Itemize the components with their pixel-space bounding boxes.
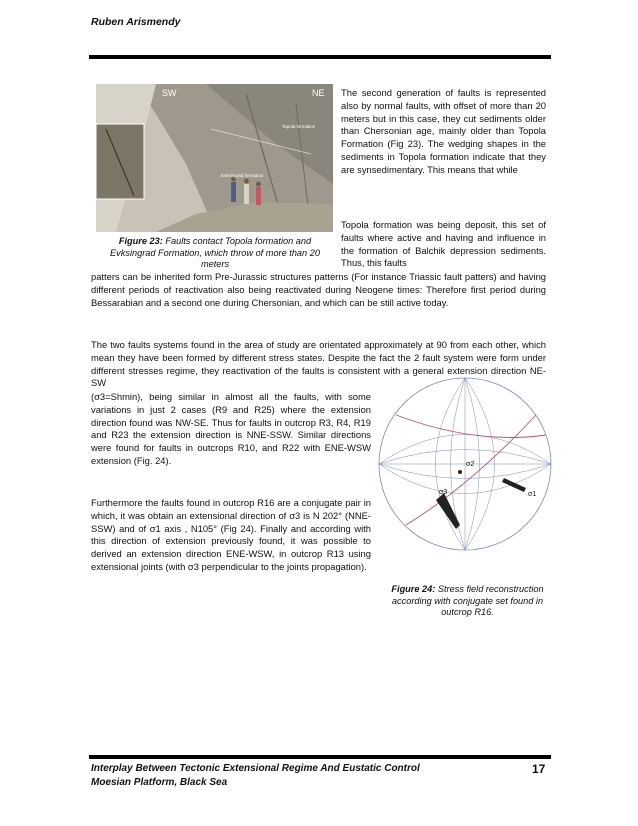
figure-23-caption [105, 236, 325, 271]
paragraph-1-full [91, 271, 546, 309]
paragraph-2-full-text: The two faults systems found in the area of study are orientated approximately at 90 from each other, which mean they have been formed by different stress states. Despite the fact the 2 fault system were form under different stresses regime, they reactivation of the faults is consistent with a general extension direction NE-SW [91, 339, 546, 389]
outcrop-photo-drawing [96, 84, 333, 232]
figure-24-caption-label: Figure 24: [391, 584, 436, 594]
photo-annotation-1: Evksingrad formation [221, 173, 264, 178]
figure-23-caption-text: Faults contact Topola formation and Evksingrad Formation, which throw of more than 20 meters [110, 236, 320, 269]
paragraph-2-narrow-text: (σ3=Shmin), being similar in almost all the faults, with some variations in just 2 cases (R9 and R25) where the extension direction found was NW-SE. Thus for faults in outcrop R3, R4, R19 and R23 the extension direction is NNE-SSW. Similar directions were found for faults in outcrops R10, and R22 with ENE-WSW extension (Fig. 24). [91, 391, 371, 466]
footer-line-2: Moesian Platform, Black Sea [91, 777, 228, 788]
page-number: 17 [532, 762, 546, 776]
paragraph-1-right [341, 87, 546, 177]
paragraph-1-right-text: The second generation of faults is represented also by normal faults, with offset of more than 20 meters but in this case, they cut sediments older than Chersonian age, mainly older than Topola Formation (Fig 23). The wedging shapes in the sediments in Topola formation indicate that they are synsedimentary. This means that while [341, 87, 546, 175]
paragraph-1-full-text: patters can be inherited form Pre-Jurassic structures patterns (For instance Triassic fault patters) and having different periods of reactivation also being reactivated during Neogene times: Therefore first period during Bessarabian and a second one during Chersonian, and which can be still active today. [91, 271, 546, 308]
figure-24-caption [390, 584, 545, 619]
photo-annotation-2: Topola formation [282, 124, 316, 129]
header-rule [89, 55, 551, 59]
paragraph-3 [91, 497, 371, 574]
stereonet-drawing [376, 375, 554, 553]
figure-24-caption-text: Stress field reconstruction according with conjugate set found in outcrop R16. [391, 584, 544, 617]
paragraph-1-continued-text: Topola formation was being deposit, this set of faults where active and having and influence in the formation of Balchik depression sediments. Thus, this faults [341, 219, 546, 269]
paragraph-1-continued [341, 219, 546, 270]
paragraph-3-text: Furthermore the faults found in outcrop R16 are a conjugate pair in which, it was obtain an extensional direction of σ3 is N 202° (NNE-SSW) and of σ1 axis , N105° (Fig 24). Finally and according with this direction of extension previously found, it was possible to derived an extension direction ENE-WSW, in outcrop R13 using extensional joints (with σ3 perpendicular to the joints propagation). [91, 497, 371, 572]
running-header: Ruben Arismendy [91, 16, 181, 28]
footer-line-1: Interplay Between Tectonic Extensional Regime And Eustatic Control [91, 763, 420, 774]
figure-23-caption-label: Figure 23: [118, 236, 163, 246]
photo-label-sw: SW [162, 88, 177, 98]
sigma-1-label: σ1 [528, 491, 537, 498]
figure-24-stereonet [376, 375, 554, 553]
footer-rule [89, 755, 551, 759]
photo-label-ne: NE [312, 88, 325, 98]
sigma-3-label: σ3 [439, 489, 448, 496]
footer-title [91, 762, 420, 790]
paragraph-2-narrow [91, 391, 371, 468]
sigma-2-label: σ2 [466, 461, 475, 468]
figure-23-photo [96, 84, 333, 232]
